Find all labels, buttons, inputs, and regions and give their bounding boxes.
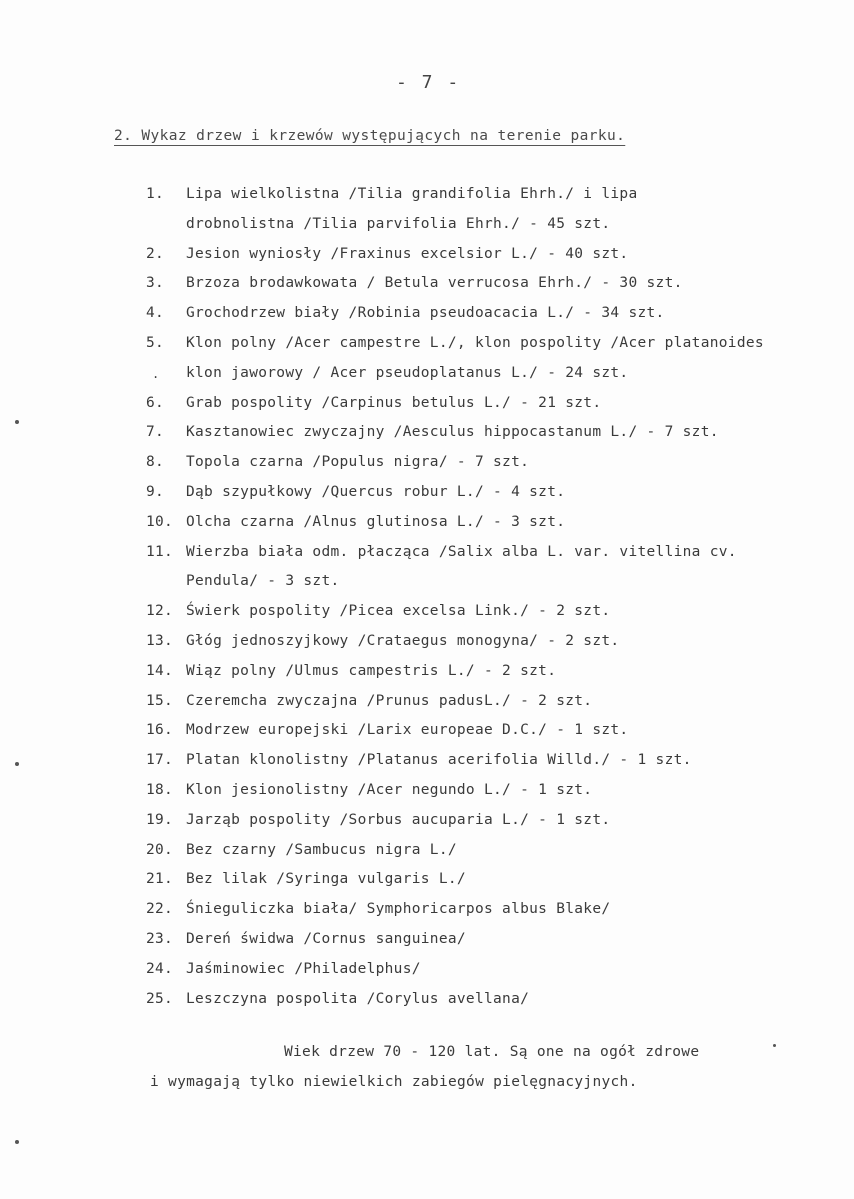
species-list bbox=[0, 186, 854, 1020]
closing-text-1: Wiek drzew 70 - 120 lat. Są one na ogół zdrowe bbox=[284, 1044, 700, 1060]
margin-dot: . bbox=[152, 366, 160, 381]
stray-mark bbox=[773, 1044, 776, 1047]
list-item bbox=[0, 961, 854, 991]
list-item bbox=[0, 484, 854, 514]
item-number: 3. bbox=[146, 275, 165, 292]
item-number: 9. bbox=[146, 483, 165, 500]
punch-hole-mark bbox=[15, 762, 19, 766]
list-item bbox=[0, 991, 854, 1021]
list-item bbox=[0, 931, 854, 961]
item-number: 25. bbox=[146, 990, 174, 1007]
item-text: Platan klonolistny /Platanus acerifolia Willd./ - 1 szt. bbox=[186, 752, 692, 769]
item-text: Leszczyna pospolita /Corylus avellana/ bbox=[186, 990, 530, 1007]
page-number: - 7 - bbox=[396, 72, 461, 93]
list-item bbox=[0, 216, 854, 246]
item-number: 19. bbox=[146, 811, 174, 828]
item-number: 12. bbox=[146, 603, 174, 620]
punch-hole-mark bbox=[15, 420, 19, 424]
item-text: Bez lilak /Syringa vulgaris L./ bbox=[186, 871, 466, 888]
item-number: 24. bbox=[146, 960, 174, 977]
punch-hole-mark bbox=[15, 1140, 19, 1144]
item-text: Śnieguliczka biała/ Symphoricarpos albus Blake/ bbox=[186, 901, 611, 918]
item-number: 14. bbox=[146, 662, 174, 679]
item-text: Lipa wielkolistna /Tilia grandifolia Ehrh./ i lipa bbox=[186, 186, 638, 202]
list-item bbox=[0, 305, 854, 335]
item-number: 4. bbox=[146, 305, 165, 322]
item-number: 2. bbox=[146, 245, 165, 262]
item-text: Bez czarny /Sambucus nigra L./ bbox=[186, 841, 457, 858]
list-item bbox=[0, 275, 854, 305]
item-text: Kasztanowiec zwyczajny /Aesculus hippocastanum L./ - 7 szt. bbox=[186, 424, 719, 441]
closing-text-2: i wymagają tylko niewielkich zabiegów pielęgnacyjnych. bbox=[150, 1074, 638, 1090]
item-number: 10. bbox=[146, 513, 174, 530]
item-text: klon jaworowy / Acer pseudoplatanus L./ - 24 szt. bbox=[186, 364, 629, 381]
item-number: 22. bbox=[146, 901, 174, 918]
item-text: Czeremcha zwyczajna /Prunus padusL./ - 2 szt. bbox=[186, 692, 593, 709]
item-text: Modrzew europejski /Larix europeae D.C./ - 1 szt. bbox=[186, 722, 629, 739]
item-text: Głóg jednoszyjkowy /Crataegus monogyna/ - 2 szt. bbox=[186, 632, 620, 649]
item-text: Jarząb pospolity /Sorbus aucuparia L./ - 1 szt. bbox=[186, 811, 611, 828]
list-item bbox=[0, 842, 854, 872]
item-text: Grab pospolity /Carpinus betulus L./ - 21 szt. bbox=[186, 394, 602, 411]
list-item bbox=[0, 454, 854, 484]
list-item bbox=[0, 246, 854, 276]
item-number: 1. bbox=[146, 186, 165, 202]
list-item bbox=[0, 514, 854, 544]
item-text: Topola czarna /Populus nigra/ - 7 szt. bbox=[186, 454, 530, 471]
item-text: Grochodrzew biały /Robinia pseudoacacia L./ - 34 szt. bbox=[186, 305, 665, 322]
item-number: 8. bbox=[146, 454, 165, 471]
item-text: Świerk pospolity /Picea excelsa Link./ - 2 szt. bbox=[186, 603, 611, 620]
list-item bbox=[0, 663, 854, 693]
item-number: 7. bbox=[146, 424, 165, 441]
item-number: 15. bbox=[146, 692, 174, 709]
list-item bbox=[0, 395, 854, 425]
list-item bbox=[0, 782, 854, 812]
item-text: Klon jesionolistny /Acer negundo L./ - 1 szt. bbox=[186, 781, 593, 798]
list-item bbox=[0, 335, 854, 365]
item-text: Jaśminowiec /Philadelphus/ bbox=[186, 960, 421, 977]
item-number: 17. bbox=[146, 752, 174, 769]
item-text: Dąb szypułkowy /Quercus robur L./ - 4 szt. bbox=[186, 483, 566, 500]
item-number: 18. bbox=[146, 781, 174, 798]
list-item bbox=[0, 871, 854, 901]
item-text: Pendula/ - 3 szt. bbox=[186, 573, 340, 590]
item-text: Brzoza brodawkowata / Betula verrucosa Ehrh./ - 30 szt. bbox=[186, 275, 683, 292]
item-number: 11. bbox=[146, 543, 174, 560]
item-text: Dereń świdwa /Cornus sanguinea/ bbox=[186, 930, 466, 947]
list-item bbox=[0, 722, 854, 752]
list-item bbox=[0, 365, 854, 395]
section-heading: 2. Wykaz drzew i krzewów występujących na terenie parku. bbox=[114, 128, 626, 144]
item-text: drobnolistna /Tilia parvifolia Ehrh./ - 45 szt. bbox=[186, 215, 611, 232]
item-text: Wiąz polny /Ulmus campestris L./ - 2 szt. bbox=[186, 662, 557, 679]
item-text: Wierzba biała odm. płacząca /Salix alba L. var. vitellina cv. bbox=[186, 543, 737, 560]
item-number: 5. bbox=[146, 334, 165, 351]
list-item bbox=[0, 901, 854, 931]
list-item bbox=[0, 573, 854, 603]
list-item bbox=[0, 603, 854, 633]
list-item bbox=[0, 424, 854, 454]
list-item bbox=[0, 693, 854, 723]
item-number: 23. bbox=[146, 930, 174, 947]
list-item bbox=[0, 812, 854, 842]
item-number: 13. bbox=[146, 632, 174, 649]
list-item bbox=[0, 633, 854, 663]
list-item bbox=[0, 186, 854, 216]
item-number: 6. bbox=[146, 394, 165, 411]
item-text: Olcha czarna /Alnus glutinosa L./ - 3 szt. bbox=[186, 513, 566, 530]
list-item bbox=[0, 544, 854, 574]
item-number: 21. bbox=[146, 871, 174, 888]
item-text: Klon polny /Acer campestre L./, klon pospolity /Acer platanoides bbox=[186, 334, 764, 351]
item-number: 20. bbox=[146, 841, 174, 858]
list-item bbox=[0, 752, 854, 782]
item-number: 16. bbox=[146, 722, 174, 739]
item-text: Jesion wyniosły /Fraxinus excelsior L./ - 40 szt. bbox=[186, 245, 629, 262]
